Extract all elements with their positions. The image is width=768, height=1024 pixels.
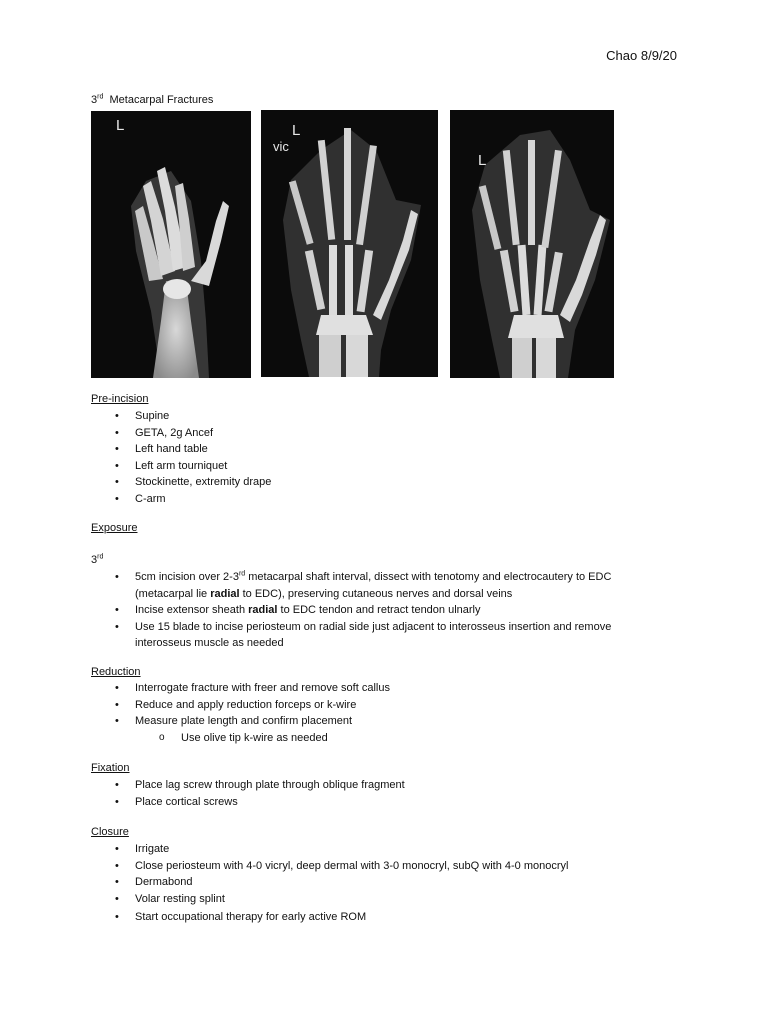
- list-item: • GETA, 2g Ancef: [115, 426, 214, 439]
- oblique-hand-radiograph: [450, 110, 614, 378]
- xray-pa-image: [261, 110, 438, 377]
- pre-incision-heading: Pre-incision: [91, 393, 149, 405]
- exposure-heading: Exposure: [91, 522, 138, 534]
- fixation-list: [91, 777, 405, 810]
- reduction-list: [91, 680, 390, 746]
- xray-marker-label: L: [478, 152, 487, 169]
- list-item: • Supine: [115, 410, 170, 422]
- list-item: • Left arm tourniquet: [115, 459, 228, 472]
- list-item: • Irrigate: [115, 843, 170, 855]
- closure-heading: Closure: [91, 826, 129, 838]
- xray-oblique-image: [450, 110, 614, 378]
- list-item: • Incise extensor sheath radial to EDC tendon and retract tendon ulnarly: [115, 604, 481, 616]
- list-item: • Place lag screw through plate through oblique fragment: [115, 779, 405, 791]
- document-title: 3rd Metacarpal Fractures: [91, 93, 214, 106]
- list-item: • Stockinette, extremity drape: [115, 476, 272, 488]
- header-author-date: Chao 8/9/20: [606, 48, 677, 63]
- list-item: • Use 15 blade to incise periosteum on radial side just adjacent to interosseus insertion and remove interosseus muscle as needed: [115, 620, 612, 649]
- lateral-hand-radiograph: [91, 111, 251, 378]
- list-item: • Dermabond: [115, 876, 193, 888]
- xray-lateral-image: [91, 111, 251, 378]
- list-item: • Interrogate fracture with freer and remove soft callus: [115, 682, 390, 694]
- reduction-heading: Reduction: [91, 666, 141, 678]
- list-item: • Left hand table: [115, 443, 208, 455]
- xray-marker-label: L: [116, 117, 125, 134]
- list-item: • 5cm incision over 2-3rd metacarpal shaft interval, dissect with tenotomy and electrocautery to EDC (metacarpal lie radial to EDC), preserving cutaneous nerves and dorsal veins: [115, 570, 612, 600]
- sub-list-item: o Use olive tip k-wire as needed: [159, 731, 328, 744]
- list-item: • Start occupational therapy for early active ROM: [115, 911, 367, 923]
- xray-marker-label: L: [292, 122, 301, 139]
- list-item: • Place cortical screws: [115, 795, 238, 808]
- list-item: • Measure plate length and confirm placement o Use olive tip k-wire as needed: [91, 713, 390, 746]
- list-item: • C-arm: [115, 492, 166, 505]
- exposure-subheading: 3rd: [91, 553, 104, 566]
- closure-list: [91, 841, 568, 926]
- list-item: • Volar resting splint: [115, 892, 225, 905]
- xray-sublabel: vic: [273, 139, 289, 154]
- list-item: • Close periosteum with 4-0 vicryl, deep dermal with 3-0 monocryl, subQ with 4-0 monocryl: [115, 859, 569, 872]
- exposure-list: [91, 569, 611, 652]
- list-item: • Reduce and apply reduction forceps or k-wire: [115, 698, 357, 711]
- pre-incision-list: [91, 408, 271, 507]
- fixation-heading: Fixation: [91, 762, 130, 774]
